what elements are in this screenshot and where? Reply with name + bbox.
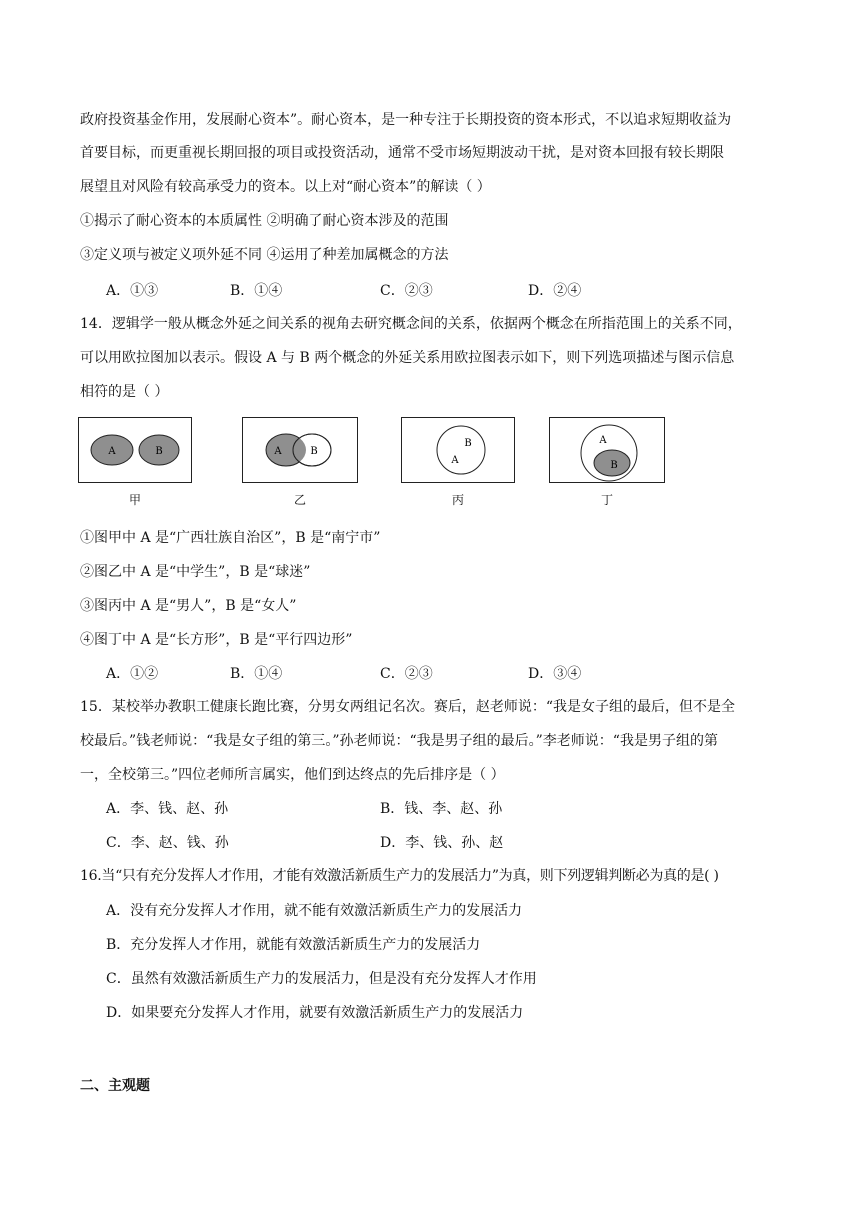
label-a: A [599, 435, 607, 446]
euler-diagram-bing [401, 417, 515, 483]
q16-option-b: B．充分发挥人才作用，就能有效激活新质生产力的发展活力 [106, 937, 481, 953]
q15-stem-line-3: 一，全校第三。”四位老师所言属实，他们到达终点的先后排序是（ ） [80, 767, 505, 783]
q14-stem-line-1: 14．逻辑学一般从概念外延之间关系的视角去研究概念间的关系，依据两个概念在所指范围上的关系不同， [80, 316, 742, 332]
section-title: 二、主观题 [80, 1078, 150, 1094]
caption-ding: 丁 [600, 493, 613, 507]
q14-statement-1: ①图甲中 A 是“广西壮族自治区”，B 是“南宁市” [80, 530, 381, 546]
euler-diagram-ding [549, 417, 665, 483]
q15-stem-line-1: 15．某校举办教职工健康长跑比赛，分男女两组记名次。赛后，赵老师说：“我是女子组的最后，但不是全 [80, 699, 735, 715]
q15-stem-line-2: 校最后。”钱老师说：“我是女子组的第三。”孙老师说：“我是男子组的最后。”李老师说：“我是男子组的第 [80, 733, 718, 749]
q14-option-a: A．①② [106, 666, 159, 682]
q14-option-d: D．③④ [528, 666, 582, 682]
q16-option-c: C．虽然有效激活新质生产力的发展活力，但是没有充分发挥人才作用 [106, 971, 537, 987]
q13-option-d: D．②④ [528, 283, 582, 299]
label-a: A [108, 446, 116, 457]
q15-option-a: A．李、钱、赵、孙 [106, 801, 229, 817]
q16-option-a: A．没有充分发挥人才作用，就不能有效激活新质生产力的发展活力 [106, 903, 523, 919]
q15-option-b: B．钱、李、赵、孙 [380, 801, 503, 817]
label-b: B [610, 460, 618, 471]
euler-diagram-jia [78, 417, 192, 483]
q13-statement-1: ①揭示了耐心资本的本质属性 ②明确了耐心资本涉及的范围 [80, 213, 449, 229]
q14-statement-2: ②图乙中 A 是“中学生”，B 是“球迷” [80, 564, 311, 580]
q13-option-c: C．②③ [380, 283, 433, 299]
q16-option-d: D．如果要充分发挥人才作用，就要有效激活新质生产力的发展活力 [106, 1005, 524, 1021]
q13-stem-line-3: 展望且对风险有较高承受力的资本。以上对“耐心资本”的解读（ ） [80, 179, 491, 195]
q14-statement-4: ④图丁中 A 是“长方形”，B 是“平行四边形” [80, 632, 353, 648]
label-b: B [155, 446, 163, 457]
q16-stem: 16.当“只有充分发挥人才作用，才能有效激活新质生产力的发展活力”为真，则下列逻辑判断必为真的是( ) [80, 868, 719, 884]
q13-stem-line-1: 政府投资基金作用，发展耐心资本”。耐心资本，是一种专注于长期投资的资本形式，不以追求短期收益为 [80, 112, 732, 128]
circle-ab [437, 426, 485, 474]
q13-option-a: A．①③ [106, 283, 159, 299]
q13-stem-line-2: 首要目标，而更重视长期回报的项目或投资活动，通常不受市场短期波动干扰，是对资本回报有较长期限 [80, 145, 724, 161]
q14-option-b: B．①④ [230, 666, 283, 682]
label-b: B [310, 446, 318, 457]
q14-stem-line-2: 可以用欧拉图加以表示。假设 A 与 B 两个概念的外延关系用欧拉图表示如下，则下列选项描述与图示信息 [80, 350, 735, 366]
q14-option-c: C．②③ [380, 666, 433, 682]
q15-option-d: D．李、钱、孙、赵 [380, 835, 504, 851]
caption-jia: 甲 [128, 493, 141, 507]
q13-option-b: B．①④ [230, 283, 283, 299]
q13-statement-2: ③定义项与被定义项外延不同 ④运用了种差加属概念的方法 [80, 247, 449, 263]
q15-option-c: C．李、赵、钱、孙 [106, 835, 229, 851]
q14-statement-3: ③图丙中 A 是“男人”，B 是“女人” [80, 598, 297, 614]
caption-bing: 丙 [451, 493, 464, 507]
label-b: B [464, 438, 472, 449]
euler-diagram-yi [242, 417, 358, 483]
q14-stem-line-3: 相符的是（ ） [80, 384, 169, 400]
label-a: A [274, 446, 282, 457]
caption-yi: 乙 [293, 493, 306, 507]
label-a: A [451, 455, 459, 466]
